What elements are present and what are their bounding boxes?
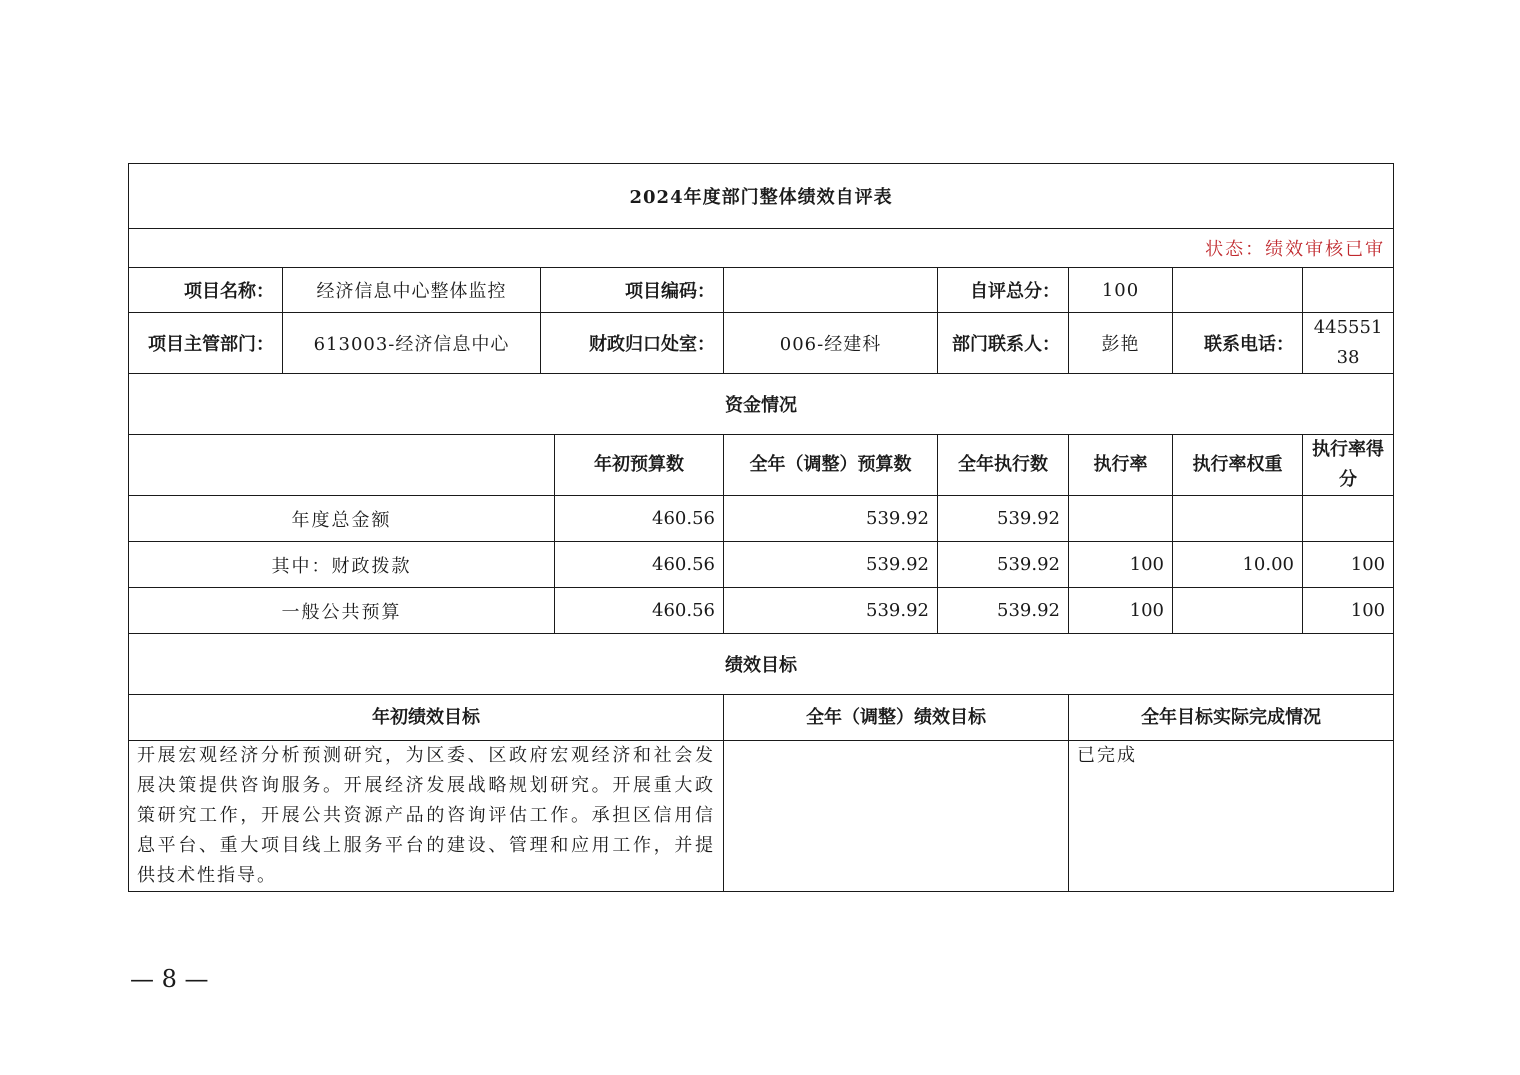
actual-completion-text: 已完成 xyxy=(1069,741,1394,892)
adjusted-goal-text xyxy=(724,741,1069,892)
execution-rate: 100 xyxy=(1069,588,1173,634)
status-badge: 状态：绩效审核已审 xyxy=(129,229,1394,268)
project-name-label: 项目名称： xyxy=(129,268,283,313)
performance-table xyxy=(128,163,1394,892)
empty-cell xyxy=(1303,268,1394,313)
initial-goal-text: 开展宏观经济分析预测研究，为区委、区政府宏观经济和社会发展决策提供咨询服务。开展经济发展战略规划研究。开展重大政策研究工作，开展公共资源产品的咨询评估工作。承担区信用信息平台、重大项目线上服务平台的建设、管理和应用工作，并提供技术性指导。 xyxy=(129,741,724,892)
project-code-value xyxy=(724,268,938,313)
department-value: 613003-经济信息中心 xyxy=(283,313,541,374)
row-label: 其中：财政拨款 xyxy=(129,542,555,588)
rate-weight xyxy=(1173,588,1303,634)
empty-cell xyxy=(1173,268,1303,313)
initial-budget: 460.56 xyxy=(555,542,724,588)
column-header: 全年执行数 xyxy=(938,435,1069,496)
execution-rate xyxy=(1069,496,1173,542)
executed-amount: 539.92 xyxy=(938,496,1069,542)
goals-header-actual: 全年目标实际完成情况 xyxy=(1069,695,1394,741)
total-score-value: 100 xyxy=(1069,268,1173,313)
rate-score: 100 xyxy=(1303,588,1394,634)
executed-amount: 539.92 xyxy=(938,588,1069,634)
executed-amount: 539.92 xyxy=(938,542,1069,588)
column-header: 执行率得分 xyxy=(1303,435,1394,496)
department-label: 项目主管部门： xyxy=(129,313,283,374)
adjusted-budget: 539.92 xyxy=(724,542,938,588)
adjusted-budget: 539.92 xyxy=(724,496,938,542)
table-row xyxy=(129,496,1394,542)
goals-header-adjusted: 全年（调整）绩效目标 xyxy=(724,695,1069,741)
page-title: 2024年度部门整体绩效自评表 xyxy=(129,164,1394,229)
total-score-label: 自评总分： xyxy=(938,268,1069,313)
goals-section-title: 绩效目标 xyxy=(129,634,1394,695)
rate-score xyxy=(1303,496,1394,542)
empty-header-cell xyxy=(129,435,555,496)
table-row xyxy=(129,542,1394,588)
phone-value: 44555138 xyxy=(1303,313,1394,374)
finance-office-value: 006-经建科 xyxy=(724,313,938,374)
column-header: 年初预算数 xyxy=(555,435,724,496)
finance-office-label: 财政归口处室： xyxy=(541,313,724,374)
contact-label: 部门联系人： xyxy=(938,313,1069,374)
rate-weight xyxy=(1173,496,1303,542)
column-header: 执行率权重 xyxy=(1173,435,1303,496)
column-header: 执行率 xyxy=(1069,435,1173,496)
project-name-value: 经济信息中心整体监控 xyxy=(283,268,541,313)
phone-label: 联系电话： xyxy=(1173,313,1303,374)
rate-weight: 10.00 xyxy=(1173,542,1303,588)
initial-budget: 460.56 xyxy=(555,496,724,542)
row-label: 年度总金额 xyxy=(129,496,555,542)
execution-rate: 100 xyxy=(1069,542,1173,588)
rate-score: 100 xyxy=(1303,542,1394,588)
column-header: 全年（调整）预算数 xyxy=(724,435,938,496)
funds-section-title: 资金情况 xyxy=(129,374,1394,435)
table-row xyxy=(129,588,1394,634)
contact-value: 彭艳 xyxy=(1069,313,1173,374)
goals-header-initial: 年初绩效目标 xyxy=(129,695,724,741)
adjusted-budget: 539.92 xyxy=(724,588,938,634)
page-number: — 8 — xyxy=(130,965,209,993)
row-label: 一般公共预算 xyxy=(129,588,555,634)
initial-budget: 460.56 xyxy=(555,588,724,634)
project-code-label: 项目编码： xyxy=(541,268,724,313)
